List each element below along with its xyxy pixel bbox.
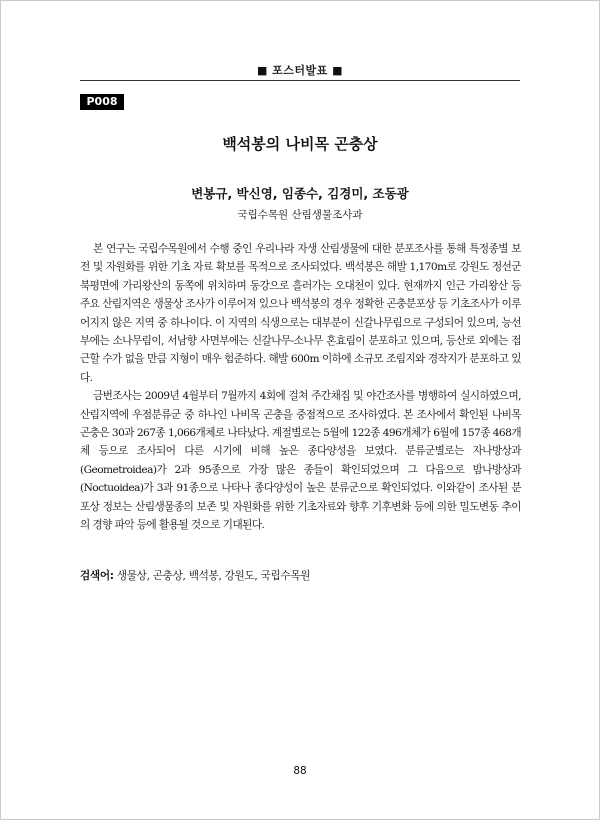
- keywords-label: 검색어:: [80, 570, 114, 582]
- abstract-paragraph: 본 연구는 국립수목원에서 수행 중인 우리나라 자생 산림생물에 대한 분포조사를 통해 특정종별 보전 및 자원화를 위한 기초 자료 확보를 목적으로 조사되었다. 백석봉은 해발 1,170m로 강원도 정선군 북평면에 가리왕산의 동쪽에 위치하며 동강으로 흘러가는 오대천이 있다. 현재까지 인근 가리왕산 등 주요 산림지역은 생물상 조사가 이루어져 있으나 백석봉의 경우 정확한 곤충분포상 등 기초조사가 이루어지지 않은 지역 중 하나이다. 이 지역의 식생으로는 대부분이 신갈나무림으로 구성되어 있으며, 능선부에는 소나무림이, 서남향 사면부에는 신갈나무-소나무 혼효림이 분포하고 있으며, 등산로 외에는 접근할 수가 없을 만큼 지형이 매우 험준하다. 해발 600m 이하에 소규모 조림지와 경작지가 분포하고 있다.: [80, 243, 521, 384]
- poster-id-badge: P008: [80, 94, 124, 110]
- author-list: 변봉규, 박신영, 임종수, 김경미, 조동광: [191, 186, 409, 201]
- header-rule: [80, 80, 520, 81]
- abstract-paragraph: 금번조사는 2009년 4월부터 7월까지 4회에 걸쳐 주간채집 및 야간조사를 병행하여 실시하였으며, 산림지역에 우점분류군 중 하나인 나비목 곤충을 중점적으로 조사하였다. 본 조사에서 확인된 나비목 곤충은 30과 267종 1,066개체로 나타났다. 계절별로는 5월에 122종 496개체가 6월에 157종 468개체 등으로 조사되어 다른 시기에 비해 높은 종다양성을 보였다. 분류군별로는 자나방상과(Geometroidea)가 2과 95종으로 가장 많은 종들이 확인되었으며 그 다음으로 밤나방상과(Noctuoidea)가 3과 91종으로 나타나 종다양성이 높은 분류군으로 확인되었다. 이와같이 조사된 분포상 정보는 산림생물종의 보존 및 자원화를 위한 기초자료와 향후 기후변화 등에 의한 밀도변동 추이의 경향 파악 등에 활용될 것으로 기대된다.: [80, 390, 521, 532]
- keywords-text: 생물상, 곤충상, 백석봉, 강원도, 국립수목원: [113, 570, 311, 582]
- abstract: [80, 240, 521, 535]
- keywords: [80, 568, 521, 583]
- paper-title: 백석봉의 나비목 곤충상: [222, 135, 378, 153]
- affiliation: 국립수목원 산림생물조사과: [237, 209, 363, 221]
- page-number: 88: [293, 765, 307, 777]
- section-header: ■ 포스터발표 ■: [256, 64, 344, 77]
